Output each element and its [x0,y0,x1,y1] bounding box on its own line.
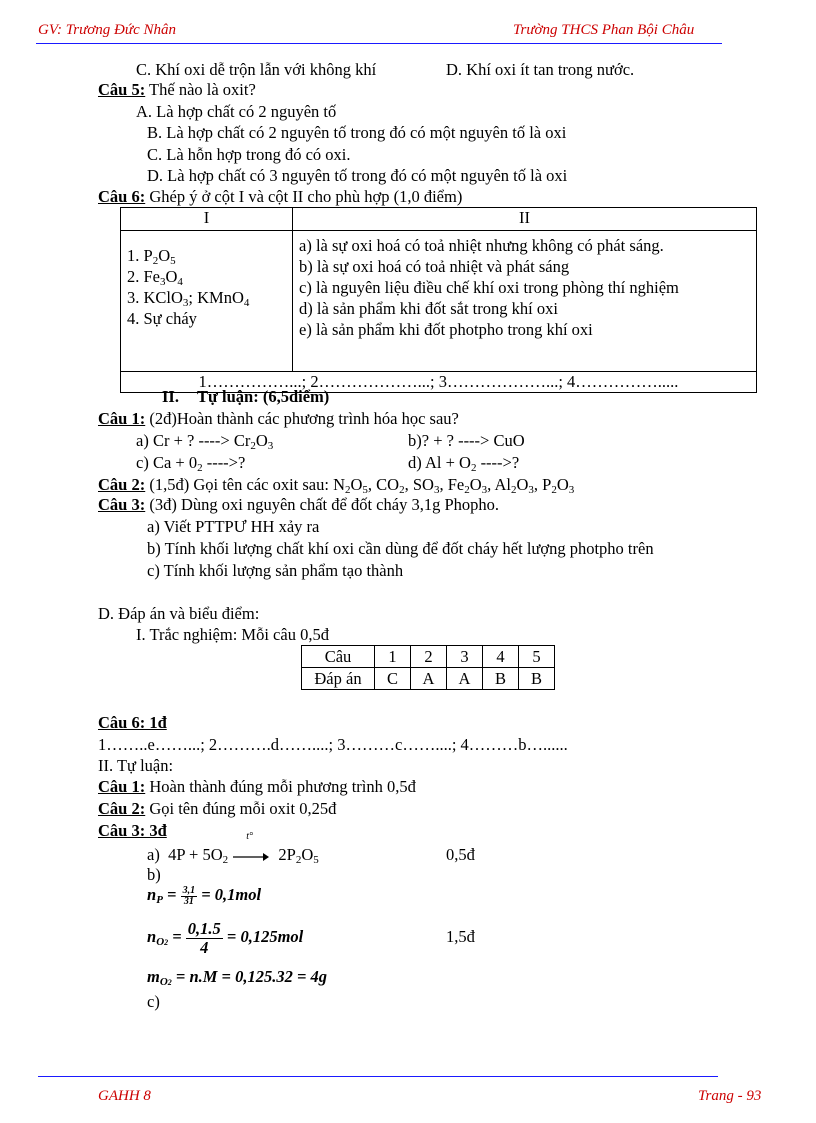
answers-q6-label: Câu 6: 1đ [98,713,167,732]
tq3-b: b) Tính khối lượng chất khí oxi cần dùng để đốt cháy hết lượng photpho trên [147,539,654,558]
equation-a: a) $4P + 5O_2$ t° $2P_2O_5$ [147,831,319,866]
tq1-text: (2đ)Hoàn thành các phương trình hóa học sau? [145,409,459,428]
part2-numeral: II. [162,387,179,406]
tq2-question: Câu 2: (1,5đ) Gọi tên các oxit sau: $N_2O_5$, $CO_2$, $SO_3$, $Fe_2O_3$, $Al_2O_3$, $P_2O_3$ [98,475,575,496]
header-school: Trường THCS Phan Bội Châu [513,22,695,38]
tq3-a: a) Viết PTTPƯ HH xảy ra [147,517,320,536]
tq1-b: b)? + ? ----> CuO [408,431,525,450]
answer-key-q: 4 [483,646,519,668]
col1-item-4: 4. Sự cháy [127,309,197,328]
matching-col1 [121,231,293,372]
answers-heading: D. Đáp án và biểu điểm: [98,604,260,623]
part2-title: Tự luận: (6,5điểm) [197,387,330,406]
matching-col2 [293,231,757,372]
q5-option-d: D. Là hợp chất có 3 nguyên tố trong đó có một nguyên tố là oxi [147,166,568,185]
q4-option-c: C. Khí oxi dễ trộn lẫn với không khí [136,60,377,79]
q4-option-d: D. Khí oxi ít tan trong nước. [446,60,635,79]
formula-np: $n_P$ = $\frac{3,1}{31}$ = 0,1mol [147,884,262,907]
tq3-text: (3đ) Dùng oxi nguyên chất để đốt cháy 3,1g Phopho. [145,495,499,514]
footer-subject: GAHH 8 [98,1088,151,1104]
col1-item-2: 2. $Fe_3O_4$ [127,267,183,288]
footer-page: Trang - 93 [698,1088,762,1104]
col2-item-c: c) là nguyên liệu điều chế khí oxi trong phòng thí nghiệm [299,278,679,297]
col1-item-3: 3. KClO$_3$; KMnO$_4$ [127,288,250,309]
equation-a-points: 0,5đ [446,845,475,864]
fraction-np: $\frac{3,1}{31}$ [182,884,196,907]
q6-question [98,187,462,207]
matching-col2-header: II [293,208,757,231]
arrow-icon [232,851,270,863]
answers-a2: Câu 2: Gọi tên đúng mỗi oxit 0,25đ [98,799,337,818]
answer-key-a: C [375,668,411,690]
answers-part1: I. Trắc nghiệm: Mỗi câu 0,5đ [136,625,329,644]
answer-key-q: 5 [519,646,555,668]
header-author: GV: Trương Đức Nhân [38,22,176,38]
answer-key-label-a: Đáp án [302,668,375,690]
fraction-no2: $\frac{0,1.5}{4}$ [187,918,221,957]
answers-part2: II. Tự luận: [98,756,174,775]
answer-key-q: 3 [447,646,483,668]
answers-b-label: b) [147,865,161,884]
tq3-label: Câu 3: [98,495,146,514]
col2-item-a: a) là sự oxi hoá có toả nhiệt nhưng không có phát sáng. [299,236,664,255]
matching-table [120,207,757,393]
tq1-question [98,409,459,429]
q5-option-a: A. Là hợp chất có 2 nguyên tố [136,102,337,121]
tq2-label: Câu 2: [98,475,146,494]
formula-mo2: $m_{O2} = n.M = 0,125.32 = 4g$ [147,967,327,988]
tq3-question [98,495,499,515]
tq3-c: c) Tính khối lượng sản phẩm tạo thành [147,561,404,580]
footer-rule [38,1076,718,1077]
answer-key-a: B [483,668,519,690]
answers-a3-label: Câu 3: 3đ [98,821,167,840]
tq1-a: a) Cr + ? ----> $Cr_2O_3$ [136,431,274,452]
answer-key-label-q: Câu [302,646,375,668]
q5-option-b: B. Là hợp chất có 2 nguyên tố trong đó có một nguyên tố là oxi [147,123,567,142]
answer-key-a: B [519,668,555,690]
answer-key-q: 1 [375,646,411,668]
col2-item-b: b) là sự oxi hoá có toả nhiệt và phát sáng [299,257,570,276]
reaction-arrow: t° [232,846,274,866]
header-rule [36,43,722,44]
matching-answer-line: 1……………...; 2………………...; 3………………...; 4……………..... [121,372,757,393]
q5-question [98,80,256,100]
q5-label: Câu 5: [98,80,146,99]
answer-key-a: A [411,668,447,690]
col1-item-1: 1. $P_2O_5$ [127,246,176,267]
formula-no2-points: 1,5đ [446,927,475,946]
q6-label: Câu 6: [98,187,146,206]
answer-key-a: A [447,668,483,690]
q5-option-c: C. Là hỗn hợp trong đó có oxi. [147,145,351,164]
q5-text: Thế nào là oxit? [145,80,256,99]
answers-c-label: c) [147,992,160,1011]
answer-key-q: 2 [411,646,447,668]
answer-key-row-answers [302,668,555,690]
matching-col1-header: I [121,208,293,231]
tq1-label: Câu 1: [98,409,146,428]
formula-no2: $n_{O2}$ = $\frac{0,1.5}{4}$ = 0,125mol [147,918,304,957]
answer-key-row-questions [302,646,555,668]
tq1-c: c) $Ca + 0_2$ ---->? [136,453,246,474]
answers-q6-answer: 1……..e……...; 2……….d……....; 3………c……....; 4………b…...... [98,735,568,754]
answers-a1: Câu 1: Hoàn thành đúng mỗi phương trình 0,5đ [98,777,416,796]
answer-key-table [301,645,555,690]
col2-item-d: d) là sản phẩm khi đốt sắt trong khí oxi [299,299,558,318]
q6-text: Ghép ý ở cột I và cột II cho phù hợp (1,0 điểm) [145,187,463,206]
col2-item-e: e) là sản phẩm khi đốt photpho trong khí oxi [299,320,593,339]
tq1-d: d) $Al + O_2$ ---->? [408,453,520,474]
